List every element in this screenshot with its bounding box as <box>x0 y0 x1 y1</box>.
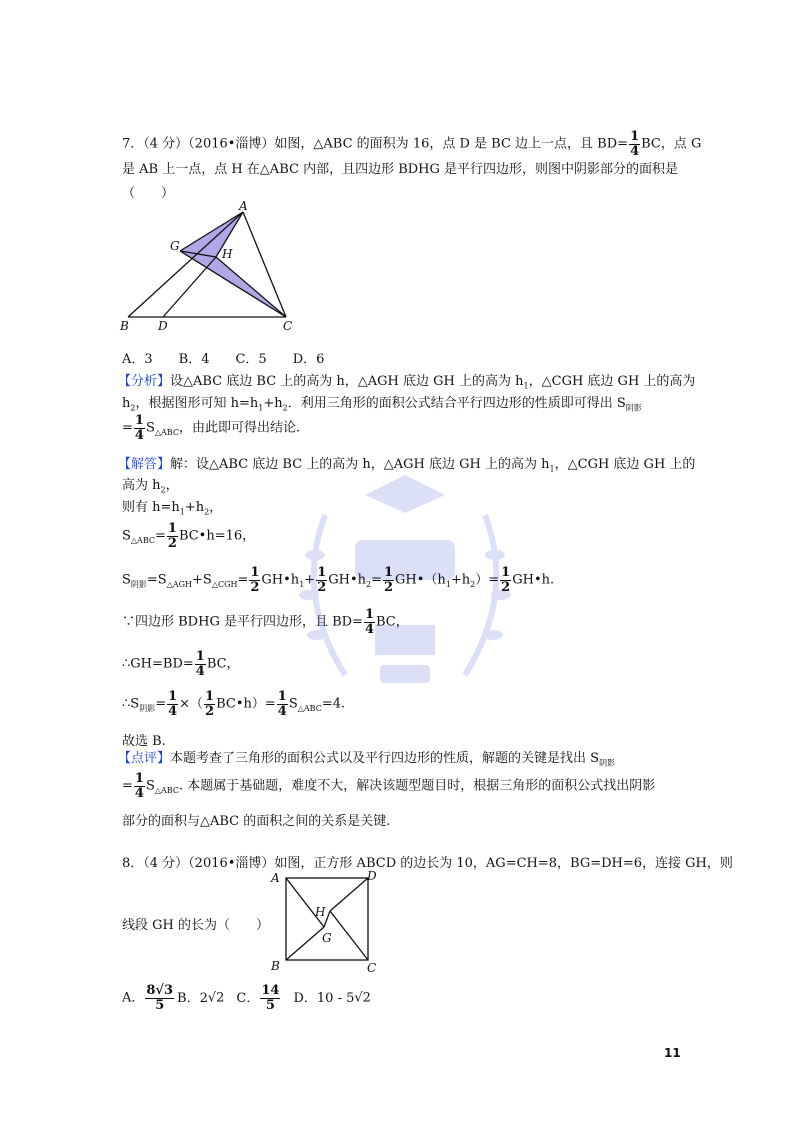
q7-solution-line3: 则有 $h=h_1+h_2$， <box>122 500 223 517</box>
shaded-triangle-agh <box>180 212 243 257</box>
q7-eq1: $S_{\triangle ABC}=$ $\frac{1}{2}$ BC•h=16， <box>122 521 256 551</box>
q7-eq5: $\therefore S_{阴影}=$ $\frac{1}{4}$ ×（ $\frac{1}{2}$ BC•h）= $\frac{1}{4}$ $S_{\triangle ABC}=4$. <box>122 689 346 719</box>
q7-line2: 是 AB 上一点，点 H 在△ABC 内部，且四边形 BDHG 是平行四边形，则图中阴影部分的面积是 <box>122 162 679 177</box>
label-a: A <box>239 200 248 213</box>
q8-label-b: B <box>271 959 280 973</box>
q7-comment-line3: 部分的面积与△ABC 的面积之间的关系是关键. <box>122 814 391 829</box>
q8-label-a: A <box>271 871 280 885</box>
q7-eq4: ∴GH=BD= $\frac{1}{4}$ BC， <box>122 649 240 679</box>
q7-analysis-line1: 【分析】设△ABC 底边 BC 上的高为 h，△AGH 底边 GH 上的高为 $h_1$，△CGH 底边 GH 上的高为 <box>118 374 696 391</box>
q7-solution-line1: 【解答】解：设△ABC 底边 BC 上的高为 h，△AGH 底边 GH 上的高为 $h_1$，△CGH 底边 GH 上的 <box>118 457 696 474</box>
comment-tag: 【点评】 <box>118 751 171 766</box>
q8-figure <box>268 868 388 978</box>
q7-options: A．3 B．4 C．5 D．6 <box>122 352 325 367</box>
q7-figure <box>118 200 308 335</box>
q8-label-d: D <box>367 869 377 883</box>
label-b: B <box>120 319 129 333</box>
label-g: G <box>170 239 180 253</box>
q7-analysis-line2: $h_2$，根据图形可知 $h=h_1+h_2$．利用三角形的面积公式结合平行四边形的性质即可得出 $S_{阴影}$ <box>122 396 642 413</box>
q8-label-h: H <box>315 905 326 919</box>
analysis-tag: 【分析】 <box>118 374 171 389</box>
page-number: 11 <box>664 1046 681 1060</box>
q8-options: A． $\frac{8√3}{5}$ B．2√2 C． $\frac{14}{5}$ D．10 - 5√2 <box>122 983 371 1013</box>
solution-tag: 【解答】 <box>118 457 171 472</box>
q8-label-g: G <box>322 931 332 945</box>
q7-analysis-line3: = $\frac{1}{4}$ $S_{\triangle ABC}$，由此即可得出结论. <box>122 413 301 443</box>
q8-label-c: C <box>367 961 377 975</box>
q7-eq3: ∵四边形 BDHG 是平行四边形，且 BD= $\frac{1}{4}$ BC， <box>122 607 409 637</box>
q8-line2: 线段 GH 的长为（ ） <box>122 918 269 933</box>
q7-solution-line2: 高为 $h_2$， <box>122 478 179 495</box>
label-h: H <box>222 247 233 261</box>
q7-comment-line1: 【点评】本题考查了三角形的面积公式以及平行四边形的性质，解题的关键是找出 $S_{阴影}$ <box>118 751 616 768</box>
q7-choose: 故选 B. <box>122 734 166 749</box>
q7-line3: （ ） <box>122 186 175 201</box>
q7-eq2: $S_{阴影}=S_{\triangle AGH}+S_{\triangle CGH}=$ $\frac{1}{2}$ $GH•h_1+$ $\frac{1}{2}$ $GH•h_2=$ $\frac{1}{2}$ $GH•(h_1+h_2)=$ $\frac{1}{2}$ GH•h. <box>122 565 555 595</box>
q7-line1: 7．（4 分）（2016•淄博）如图，△ABC 的面积为 16，点 D 是 BC 边上一点，且 BD= $\frac{1}{4}$ BC，点 G <box>122 129 702 159</box>
q8-line1: 8．（4 分）（2016•淄博）如图，正方形 ABCD 的边长为 10，AG=CH=8，BG=DH=6，连接 GH，则 <box>122 856 733 871</box>
label-d: D <box>158 319 168 333</box>
label-c: C <box>283 319 293 333</box>
q7-comment-line2: = $\frac{1}{4}$ $S_{\triangle ABC}$. 本题属于基础题，难度不大，解决该题型题目时，根据三角形的面积公式找出阴影 <box>122 771 656 801</box>
